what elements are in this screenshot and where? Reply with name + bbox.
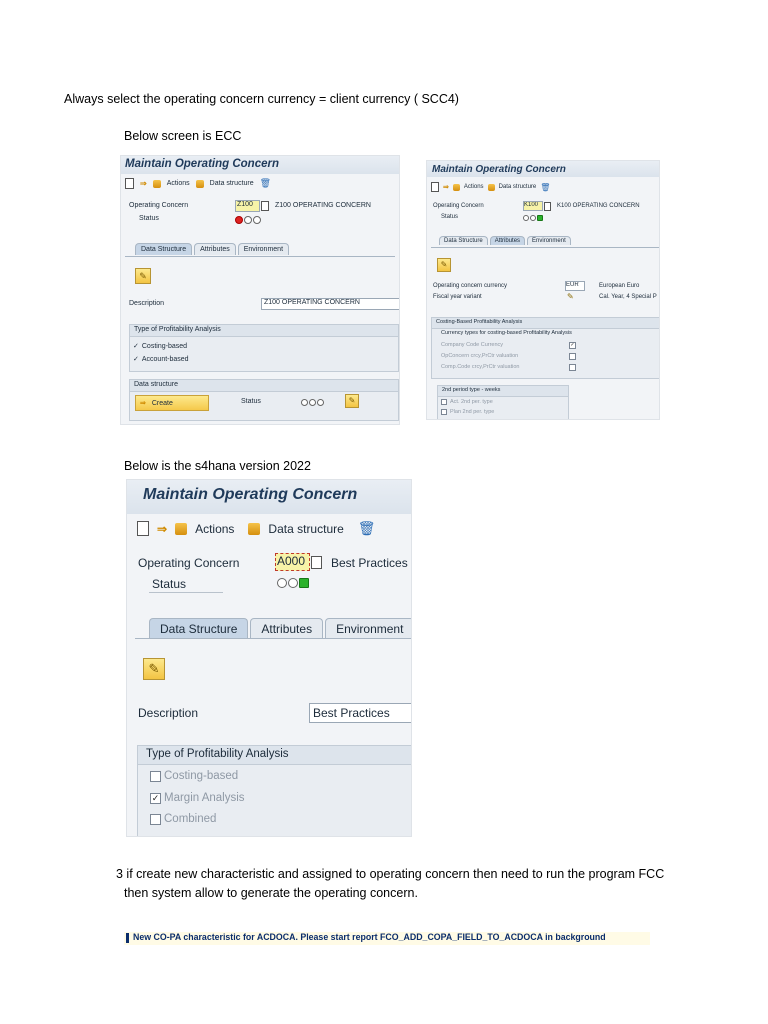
intro-text: Always select the operating concern currency = client currency ( SCC4) (64, 92, 459, 106)
status-label: Status (139, 215, 159, 222)
note-line-2: then system allow to generate the operating concern. (124, 886, 418, 900)
status-lights (523, 215, 543, 221)
tab-strip (149, 618, 412, 639)
screen-title: Maintain Operating Concern (432, 164, 566, 175)
operating-concern-description: K100 OPERATING CONCERN (557, 203, 640, 209)
value-help-icon[interactable] (311, 556, 322, 569)
ds-status-lights (301, 399, 324, 406)
ds-status-label: Status (241, 398, 261, 405)
compcode-pctr-row: Comp.Code crcy,PrCtr valuation (441, 364, 520, 370)
tab-strip (439, 236, 573, 245)
ds-edit-icon[interactable]: ✎ (345, 394, 359, 408)
actions-button[interactable]: Actions (166, 180, 190, 187)
red-light-icon (235, 216, 243, 224)
fiscal-year-variant-label: Fiscal year variant (433, 294, 482, 300)
ecc-screenshot-1 (120, 155, 400, 425)
data-structure-icon (196, 180, 204, 188)
tab-data-structure[interactable]: Data Structure (135, 243, 192, 255)
tab-environment[interactable]: Environment (527, 236, 571, 245)
type-section-title: Type of Profitability Analysis (130, 325, 398, 337)
create-arrow-icon: ⇒ (140, 400, 146, 407)
checkbox-icon (150, 814, 161, 825)
info-icon (126, 933, 129, 943)
data-structure-button[interactable]: Data structure (498, 184, 537, 190)
tab-data-structure[interactable]: Data Structure (149, 618, 248, 639)
data-structure-icon (488, 184, 495, 191)
fiscal-year-variant-icon[interactable]: ✎ (567, 292, 574, 301)
screen-title: Maintain Operating Concern (125, 158, 279, 170)
company-code-currency-row: Company Code Currency (441, 342, 504, 348)
fiscal-year-variant-description: Cal. Year, 4 Special P (599, 294, 657, 300)
costing-based-checkbox[interactable]: Costing-based (150, 770, 238, 782)
toolbar (137, 520, 376, 537)
toolbar (431, 182, 550, 192)
actions-icon (175, 523, 187, 535)
operating-concern-input[interactable]: K100 (523, 201, 543, 211)
operating-concern-label: Operating Concern (129, 202, 189, 209)
new-document-icon[interactable] (125, 178, 134, 189)
new-document-icon[interactable] (137, 521, 149, 536)
s4hana-screenshot (126, 479, 412, 837)
tab-environment[interactable]: Environment (238, 243, 289, 255)
actions-icon (453, 184, 460, 191)
note-line-1: 3 if create new characteristic and assigned to operating concern then need to run the program FCC (116, 867, 665, 881)
status-message: New CO-PA characteristic for ACDOCA. Please start report FCO_ADD_COPA_FIELD_TO_ACDOCA in background (133, 932, 606, 942)
currency-types-header: Currency types for costing-based Profitability Analysis (441, 330, 572, 336)
type-section-title: Type of Profitability Analysis (138, 746, 412, 765)
description-input[interactable]: Z100 OPERATING CONCERN (261, 298, 400, 310)
value-help-icon[interactable] (544, 202, 551, 211)
light-off-icon (301, 399, 308, 406)
create-button[interactable]: ⇒ Create (135, 395, 209, 411)
delete-icon[interactable]: 🗑 (540, 182, 551, 192)
delete-icon[interactable]: 🗑 (259, 178, 272, 188)
operating-concern-description: Best Practices (331, 556, 408, 570)
checked-icon: ✓ (151, 792, 160, 803)
costing-based-checkbox[interactable]: ✓ Costing-based (133, 342, 188, 350)
operating-concern-input[interactable]: Z100 (235, 200, 260, 212)
margin-analysis-checkbox[interactable]: ✓ Margin Analysis (151, 792, 245, 804)
checkbox-icon (150, 771, 161, 782)
status-label: Status (441, 214, 459, 220)
tab-strip (135, 243, 291, 255)
actions-button[interactable]: Actions (463, 184, 484, 190)
data-structure-button[interactable]: Data structure (268, 521, 344, 536)
actions-icon (153, 180, 161, 188)
compcode-pctr-checkbox[interactable] (569, 364, 576, 371)
status-lights (235, 216, 261, 224)
combined-checkbox[interactable]: Combined (150, 813, 216, 825)
delete-icon[interactable]: 🗑 (357, 520, 376, 536)
tab-attributes[interactable]: Attributes (490, 236, 525, 245)
costing-section-title: Costing-Based Profitability Analysis (432, 318, 660, 329)
new-document-icon[interactable] (431, 182, 439, 192)
check-icon: ✓ (133, 343, 139, 350)
screen-title: Maintain Operating Concern (143, 486, 358, 503)
green-light-icon (537, 215, 543, 221)
status-lights (277, 578, 309, 588)
toolbar (125, 178, 271, 189)
other-object-icon[interactable]: ⇒ (140, 179, 147, 188)
tab-attributes[interactable]: Attributes (194, 243, 236, 255)
light-off-icon (530, 215, 536, 221)
yellow-light-off-icon (244, 216, 252, 224)
other-object-icon[interactable]: ⇒ (443, 184, 449, 191)
currency-input[interactable]: EUR (565, 281, 585, 291)
opconcern-pctr-checkbox[interactable] (569, 353, 576, 360)
light-off-icon (309, 399, 316, 406)
check-icon: ✓ (133, 356, 139, 363)
plan-period-checkbox[interactable]: Plan 2nd per. type (441, 409, 494, 415)
company-code-currency-checkbox[interactable]: ✓ (570, 342, 575, 348)
operating-concern-label: Operating Concern (138, 556, 240, 570)
opconcern-pctr-row: OpConcern crcy,PrCtr valuation (441, 353, 519, 359)
actions-button[interactable]: Actions (195, 521, 235, 536)
data-structure-button[interactable]: Data structure (209, 180, 254, 187)
ecc-caption: Below screen is ECC (124, 129, 242, 143)
edit-pencil-icon[interactable]: ✎ (143, 658, 165, 680)
actual-period-checkbox[interactable]: Act. 2nd per. type (441, 399, 493, 405)
status-label: Status (152, 577, 187, 591)
description-label: Description (129, 300, 165, 307)
edit-pencil-icon[interactable]: ✎ (437, 258, 451, 272)
light-off-icon (317, 399, 324, 406)
account-based-checkbox[interactable]: ✓ Account-based (133, 355, 189, 363)
tab-data-structure[interactable]: Data Structure (439, 236, 488, 245)
tab-attributes[interactable]: Attributes (250, 618, 323, 639)
light-off-icon (288, 578, 298, 588)
period-section-title: 2nd period type - weeks (438, 386, 568, 397)
value-help-icon[interactable] (261, 201, 269, 211)
operating-concern-label: Operating Concern (433, 203, 484, 209)
tab-environment[interactable]: Environment (325, 618, 412, 639)
ecc-screenshot-2 (426, 160, 660, 420)
operating-concern-description: Z100 OPERATING CONCERN (275, 202, 371, 209)
green-light-off-icon (253, 216, 261, 224)
operating-concern-input[interactable]: A000 (275, 553, 310, 571)
other-object-icon[interactable]: ⇒ (157, 521, 168, 536)
currency-description: European Euro (599, 283, 640, 289)
edit-pencil-icon[interactable]: ✎ (135, 268, 151, 284)
light-off-icon (523, 215, 529, 221)
description-label: Description (138, 706, 199, 720)
description-input[interactable]: Best Practices (309, 703, 412, 723)
s4hana-caption: Below is the s4hana version 2022 (124, 459, 311, 473)
data-structure-section-title: Data structure (130, 380, 398, 392)
data-structure-icon (248, 523, 260, 535)
currency-label: Operating concern currency (433, 283, 508, 289)
green-light-icon (299, 578, 309, 588)
light-off-icon (277, 578, 287, 588)
